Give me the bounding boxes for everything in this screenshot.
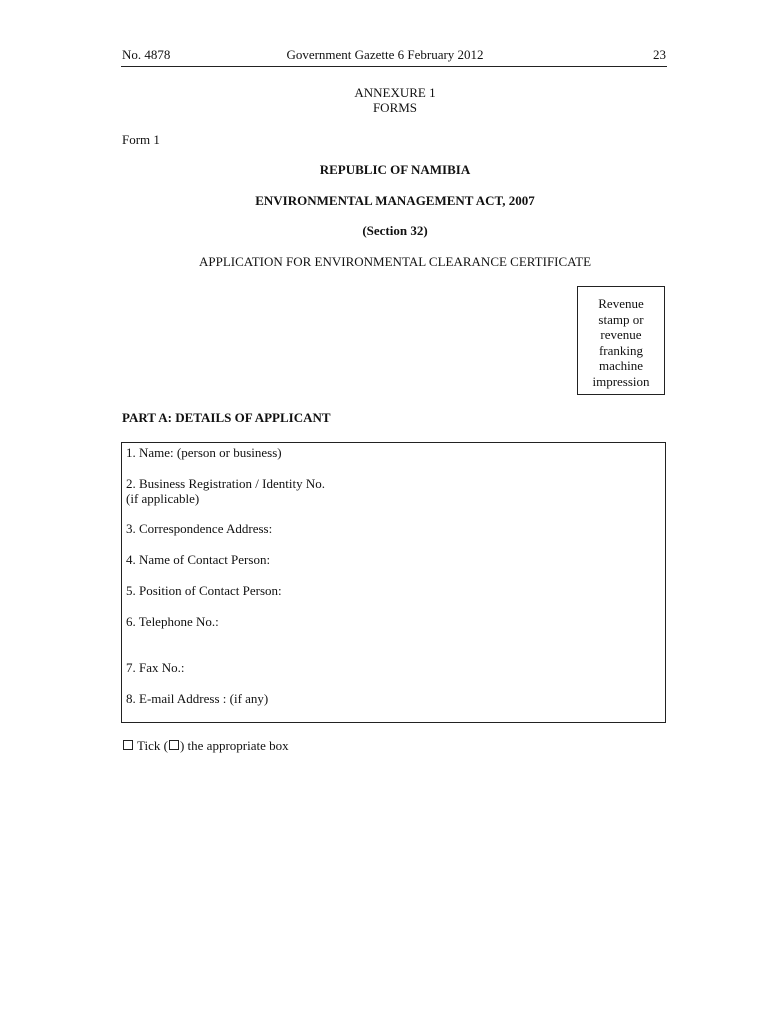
- stamp-line: Revenue: [598, 296, 644, 311]
- stamp-line: revenue: [600, 327, 642, 343]
- part-a-heading: PART A: DETAILS OF APPLICANT: [122, 410, 331, 425]
- stamp-line: stamp or: [598, 311, 644, 327]
- annexure-title: ANNEXURE 1: [354, 85, 436, 100]
- checkbox-icon: [169, 740, 179, 750]
- act-heading: ENVIRONMENTAL MANAGEMENT ACT, 2007: [255, 193, 535, 208]
- section-heading: (Section 32): [362, 223, 428, 238]
- form-label: Form 1: [122, 132, 160, 147]
- field-fax: 7. Fax No.:: [126, 660, 185, 675]
- stamp-line: machine: [598, 358, 644, 374]
- checkbox-icon: [123, 740, 133, 750]
- field-email: 8. E-mail Address : (if any): [126, 691, 269, 706]
- application-heading: APPLICATION FOR ENVIRONMENTAL CLEARANCE CERTIFICATE: [198, 254, 592, 269]
- header-rule: [121, 66, 667, 67]
- tick-instruction-after: ) the appropriate box: [179, 738, 289, 753]
- annexure-subtitle: FORMS: [372, 100, 418, 115]
- stamp-line: impression: [592, 373, 650, 389]
- stamp-line: franking: [598, 342, 644, 358]
- republic-heading: REPUBLIC OF NAMIBIA: [319, 162, 471, 177]
- page-number: 23: [653, 47, 666, 62]
- revenue-stamp-box: [577, 286, 665, 395]
- field-correspondence-address: 3. Correspondence Address:: [126, 521, 273, 536]
- tick-instruction-before: Tick (: [137, 738, 168, 753]
- gazette-number: No. 4878: [122, 47, 171, 62]
- field-business-registration: 2. Business Registration / Identity No.: [126, 476, 325, 491]
- field-name: 1. Name: (person or business): [126, 445, 282, 460]
- gazette-title: Government Gazette 6 February 2012: [286, 47, 484, 62]
- field-contact-position: 5. Position of Contact Person:: [126, 583, 282, 598]
- field-business-registration-note: (if applicable): [126, 491, 200, 506]
- field-contact-person: 4. Name of Contact Person:: [126, 552, 271, 567]
- tick-instruction: [122, 738, 289, 754]
- field-telephone: 6. Telephone No.:: [126, 614, 219, 629]
